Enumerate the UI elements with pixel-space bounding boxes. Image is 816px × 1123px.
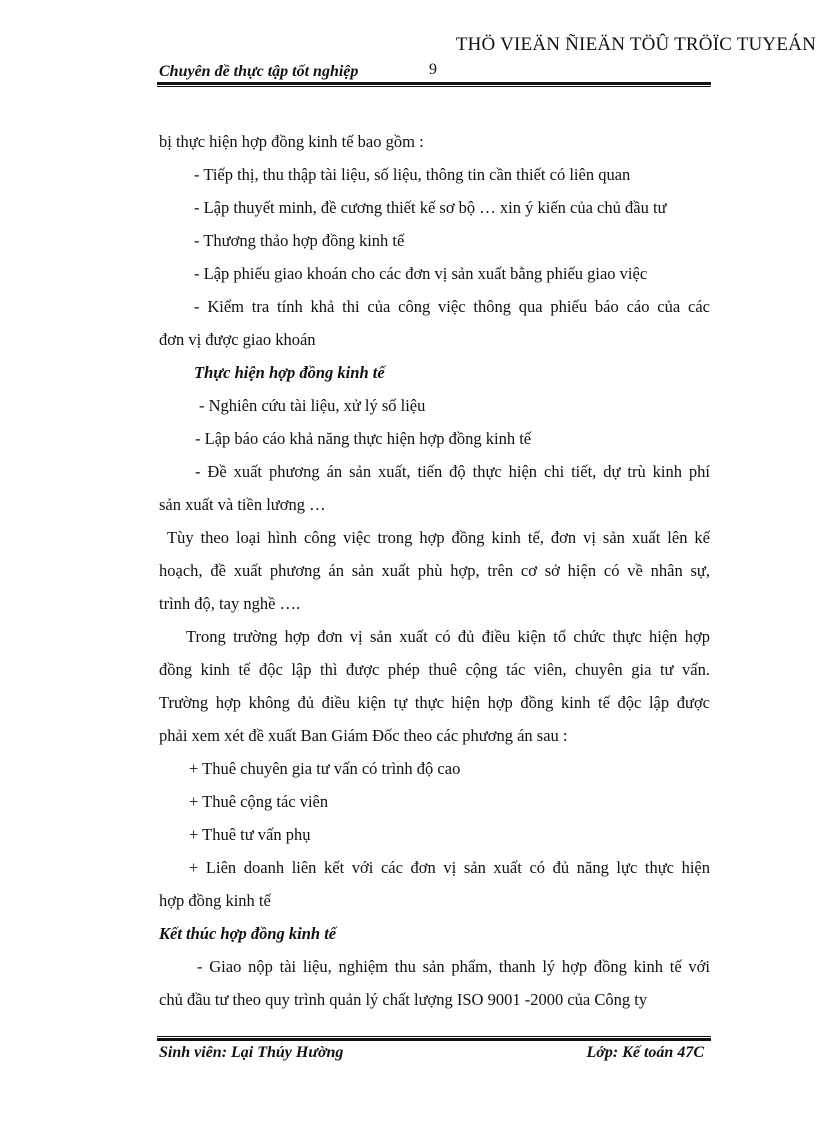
list-item: + Thuê cộng tác viên [189, 792, 329, 811]
header-rule [157, 82, 711, 87]
list-item: + Thuê chuyên gia tư vấn có trình độ cao [189, 759, 461, 778]
list-item: - Tiếp thị, thu thập tài liệu, số liệu, thông tin cần thiết có liên quan [194, 165, 631, 184]
footer-student: Sinh viên: Lại Thúy Hường [159, 1044, 344, 1061]
page-number: 9 [429, 61, 437, 78]
document-title: Chuyên đề thực tập tốt nghiệp [159, 63, 359, 80]
footer-rule [157, 1036, 711, 1041]
list-item: - Lập phiếu giao khoán cho các đơn vị sản xuất bằng phiếu giao việc [194, 264, 648, 283]
text-line: trình độ, tay nghề …. [159, 594, 301, 613]
footer-class: Lớp: Kế toán 47C [586, 1044, 704, 1061]
text-line: đơn vị được giao khoán [159, 330, 316, 349]
section-heading: Thực hiện hợp đồng kinh tế [194, 363, 385, 382]
list-item: + Thuê tư vấn phụ [189, 825, 311, 844]
text-line: chủ đầu tư theo quy trình quản lý chất lượng ISO 9001 -2000 của Công ty [159, 990, 648, 1009]
list-item: - Kiểm tra tính khả thi của công việc thông qua phiếu báo cáo của các [194, 297, 710, 316]
text-line: phải xem xét đề xuất Ban Giám Đốc theo các phương án sau : [159, 726, 568, 745]
text-line: Trường hợp không đủ điều kiện tự thực hiện hợp đồng kinh tế độc lập được [159, 693, 710, 712]
list-item: - Nghiên cứu tài liệu, xử lý số liệu [199, 396, 426, 415]
text-line: sản xuất và tiền lương … [159, 495, 326, 514]
text-line: Trong trường hợp đơn vị sản xuất có đủ điều kiện tổ chức thực hiện hợp [186, 627, 710, 646]
text-line: hoạch, đề xuất phương án sản xuất phù hợp, trên cơ sở hiện có về nhân sự, [159, 561, 710, 580]
text-line: hợp đồng kinh tế [159, 891, 271, 910]
text-line: đồng kinh tế độc lập thì được phép thuê cộng tác viên, chuyên gia tư vấn. [159, 660, 710, 679]
watermark-header: THÖ VIEÄN ÑIEÄN TÖÛ TRÖÏC TUYEÁN [455, 34, 816, 55]
list-item: - Đề xuất phương án sản xuất, tiến độ thực hiện chi tiết, dự trù kinh phí [195, 462, 710, 481]
list-item: - Lập thuyết minh, đề cương thiết kế sơ bộ … xin ý kiến của chủ đầu tư [194, 198, 667, 217]
list-item: - Giao nộp tài liệu, nghiệm thu sản phẩm, thanh lý hợp đồng kinh tế với [197, 957, 710, 976]
text-line: Tùy theo loại hình công việc trong hợp đồng kinh tế, đơn vị sản xuất lên kế [167, 528, 710, 547]
section-heading: Kết thúc hợp đồng kinh tế [159, 924, 337, 943]
list-item: - Lập báo cáo khả năng thực hiện hợp đồng kinh tế [195, 429, 532, 448]
list-item: - Thương thảo hợp đồng kinh tế [194, 231, 405, 250]
list-item: + Liên doanh liên kết với các đơn vị sản xuất có đủ năng lực thực hiện [189, 858, 710, 877]
text-line: bị thực hiện hợp đồng kinh tế bao gồm : [159, 132, 424, 151]
